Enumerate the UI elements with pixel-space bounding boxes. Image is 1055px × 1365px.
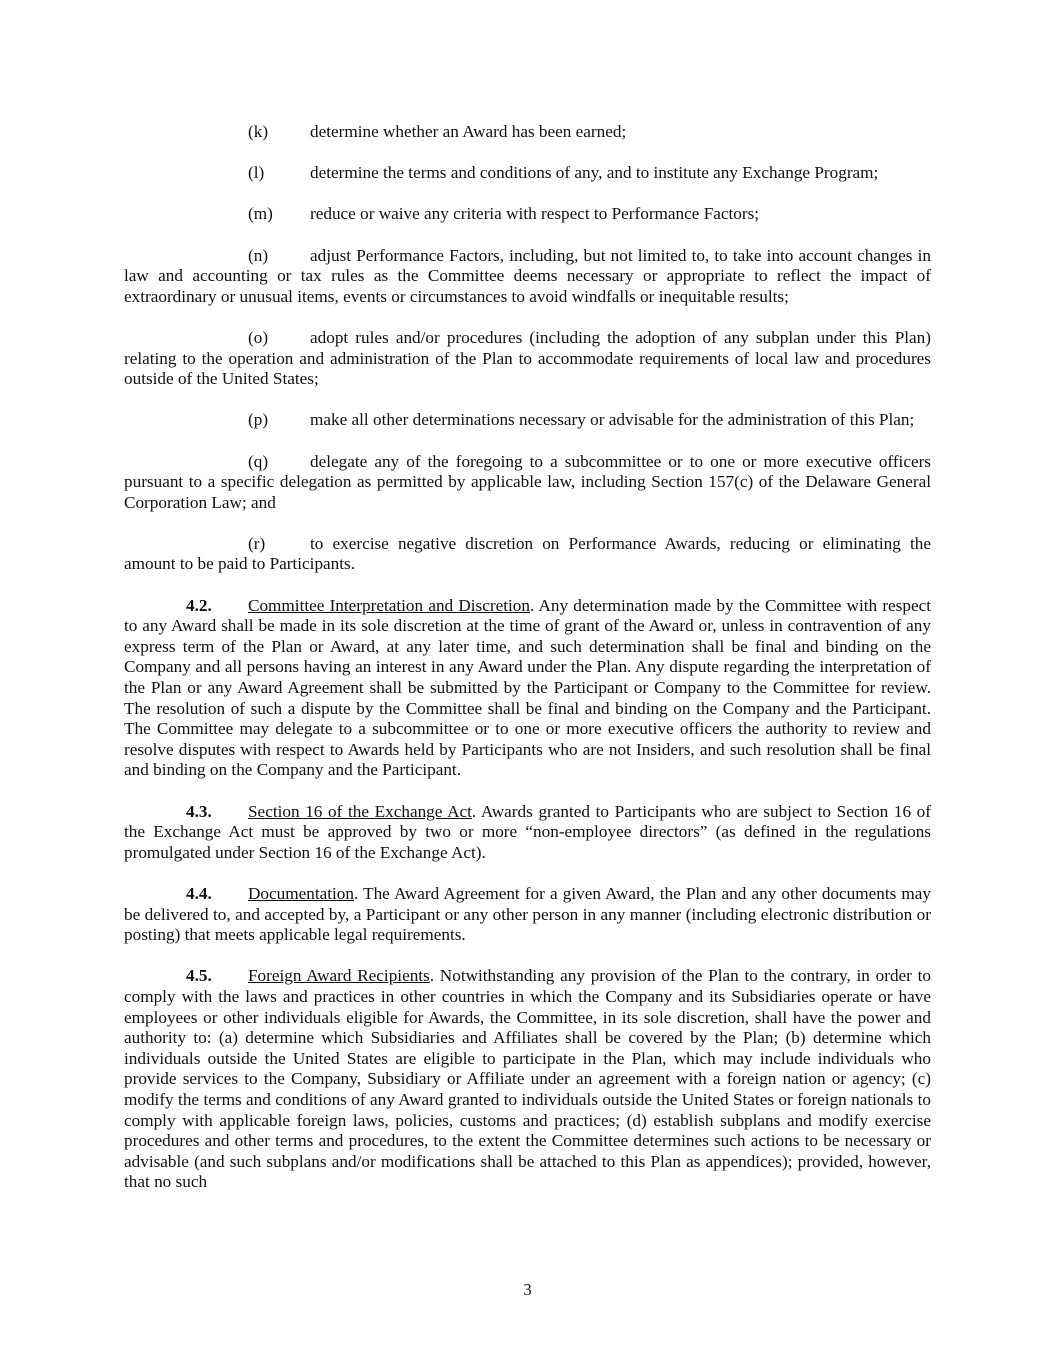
item-text: determine the terms and conditions of any, and to institute any Exchange Program; xyxy=(310,163,879,183)
list-item-l xyxy=(124,163,931,184)
section-number: 4.3. xyxy=(186,801,212,821)
section-4-5 xyxy=(124,966,931,1193)
item-text: adopt rules and/or procedures (including the adoption of any subplan under this Plan) relating to the operation and administration of the Plan to accommodate requirements of local law and procedures outside of the United States; xyxy=(124,327,931,389)
section-4-2 xyxy=(124,596,931,781)
section-text: . The Award Agreement for a given Award, the Plan and any other documents may be delivered to, and accepted by, a Participant or any other person in any manner (including electronic distribution or posting) that meets applicable legal requirements. xyxy=(124,883,931,945)
section-text: . Notwithstanding any provision of the Plan to the contrary, in order to comply with the laws and practices in other countries in which the Company and its Subsidiaries operate or have employees or other individuals eligible for Awards, the Committee, in its sole discretion, shall have the power and authority to: (a) determine which Subsidiaries and Affiliates shall be covered by the Plan; (b) determine which individuals outside the United States are eligible to participate in the Plan, which may include individuals who provide services to the Company, Subsidiary or Affiliate under an agreement with a foreign nation or agency; (c) modify the terms and conditions of any Award granted to individuals outside the United States or foreign nationals to comply with applicable foreign laws, policies, customs and practices; (d) establish subplans and modify exercise procedures and other terms and procedures, to the extent the Committee determines such actions to be necessary or advisable (and such subplans and/or modifications shall be attached to this Plan as appendices); provided, however, that no such xyxy=(124,966,932,1192)
section-text: . Awards granted to Participants who are subject to Section 16 of the Exchange Act must be approved by two or more “non-employee directors” (as defined in the regulations promulgated under Section 16 of the Exchange Act). xyxy=(124,801,931,862)
item-text: determine whether an Award has been earned; xyxy=(310,122,627,141)
list-item-k xyxy=(124,122,931,143)
item-text: reduce or waive any criteria with respect to Performance Factors; xyxy=(310,204,760,224)
list-item-o xyxy=(124,328,931,390)
item-text: adjust Performance Factors, including, but not limited to, to take into account changes in law and accounting or tax rules as the Committee deems necessary or appropriate to reflect the impact of extraordinary or unusual items, events or circumstances to avoid windfalls or inequitable results; xyxy=(124,245,931,306)
item-text: to exercise negative discretion on Performance Awards, reducing or eliminating the amount to be paid to Participants. xyxy=(124,533,931,574)
section-title: Foreign Award Recipients xyxy=(248,966,430,986)
section-title: Section 16 of the Exchange Act xyxy=(248,801,472,821)
list-item-n xyxy=(124,246,931,308)
list-item-m xyxy=(124,204,931,225)
item-label: (r) xyxy=(248,533,266,553)
section-text: . Any determination made by the Committee with respect to any Award shall be made in its sole discretion at the time of grant of the Award or, unless in contravention of any express term of the Plan or Award, at any later time, and such determination shall be final and binding on the Company and all persons having an interest in any Award under the Plan. Any dispute regarding the interpretation of the Plan or any Award Agreement shall be submitted by the Participant or Company to the Committee for review. The resolution of such a dispute by the Committee shall be final and binding on the Company and the Participant. The Committee may delegate to a subcommittee or to one or more executive officers the authority to review and resolve disputes with respect to Awards held by Participants who are not Insiders, and such resolution shall be final and binding on the Company and the Participant. xyxy=(124,595,931,780)
page-number: 3 xyxy=(523,1280,532,1299)
item-label: (k) xyxy=(248,122,269,141)
list-item-q xyxy=(124,452,931,514)
item-label: (o) xyxy=(248,327,269,347)
list-item-r xyxy=(124,534,931,575)
item-label: (q) xyxy=(248,451,269,471)
section-title: Documentation xyxy=(248,883,354,903)
item-text: delegate any of the foregoing to a subcommittee or to one or more executive officers pursuant to a specific delegation as permitted by applicable law, including Section 157(c) of the Delaware General Corporation Law; and xyxy=(124,451,931,512)
item-text: make all other determinations necessary or advisable for the administration of this Plan; xyxy=(310,410,915,430)
section-number: 4.5. xyxy=(186,966,212,986)
section-title: Committee Interpretation and Discretion xyxy=(248,595,530,615)
item-label: (l) xyxy=(248,163,265,183)
section-4-3 xyxy=(124,802,931,864)
page-body xyxy=(124,122,931,1213)
item-label: (m) xyxy=(248,204,273,224)
list-item-p xyxy=(124,410,931,431)
item-label: (n) xyxy=(248,245,269,265)
section-4-4 xyxy=(124,884,931,946)
section-number: 4.2. xyxy=(186,595,212,615)
item-label: (p) xyxy=(248,410,269,430)
section-number: 4.4. xyxy=(186,883,212,903)
